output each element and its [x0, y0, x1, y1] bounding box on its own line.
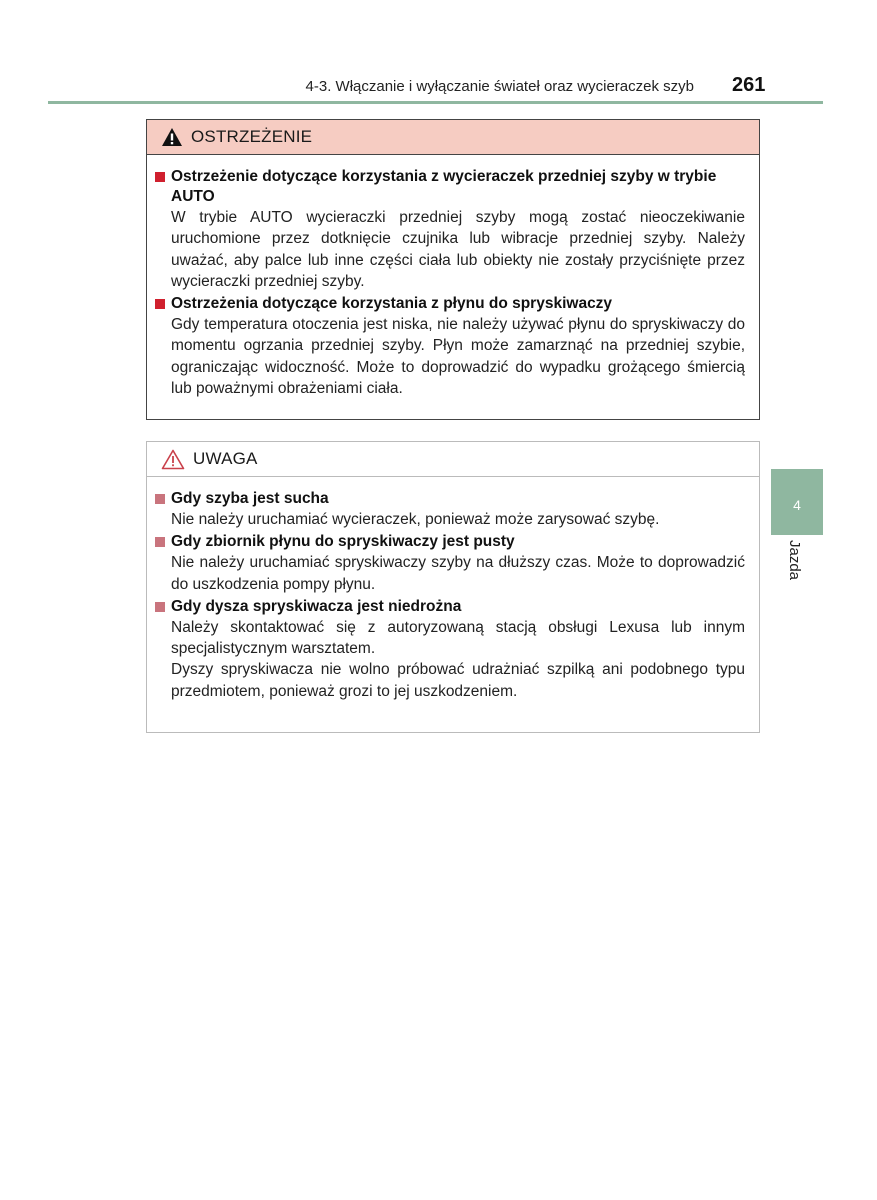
- square-bullet-icon: [155, 494, 165, 504]
- item-body: W trybie AUTO wycieraczki przedniej szyby mogą zostać nieoczekiwanie uruchomione przez dotknięcie czujnika lub wibracje przedniej szyby. Należy uważać, aby palce lub inne części ciała lub obiekty nie zostały przyciśnięte przez wycieraczki przedniej szyby.: [171, 209, 745, 290]
- item-body: Dyszy spryskiwacza nie wolno próbować udrażniać szpilką ani podobnego typu przedmiotem, ponieważ grozi to jej uszkodzeniem.: [171, 661, 745, 700]
- list-item: [155, 597, 745, 702]
- warning-triangle-icon: [161, 127, 183, 147]
- square-bullet-icon: [155, 602, 165, 612]
- page-header: [0, 0, 877, 106]
- square-bullet-icon: [155, 172, 165, 182]
- notice-box-heading: UWAGA: [193, 449, 258, 468]
- header-divider: [48, 101, 823, 104]
- caution-triangle-icon: [161, 449, 185, 470]
- list-item: [155, 532, 745, 595]
- warning-box: [146, 119, 760, 420]
- item-title: Ostrzeżenia dotyczące korzystania z płynu do spryskiwaczy: [171, 295, 613, 313]
- chapter-label: Jazda: [786, 540, 803, 581]
- chapter-number: 4: [793, 497, 801, 513]
- square-bullet-icon: [155, 537, 165, 547]
- item-body: Nie należy uruchamiać spryskiwaczy szyby na dłuższy czas. Może to doprowadzić do uszkodzenia pompy płynu.: [171, 554, 745, 593]
- item-body: Nie należy uruchamiać wycieraczek, ponieważ może zarysować szybę.: [171, 511, 660, 528]
- item-title: Ostrzeżenie dotyczące korzystania z wycieraczek przedniej szyby w trybie AUTO: [171, 168, 717, 205]
- warning-box-header: [147, 120, 759, 155]
- warning-box-heading: OSTRZEŻENIE: [191, 127, 313, 146]
- item-body: Gdy temperatura otoczenia jest niska, nie należy używać płynu do spryskiwaczy do momentu ogrzania przedniej szyby. Płyn może zamarznąć na przedniej szybie, ograniczając widoczność. Może to doprowadzić do wypadku grożącego śmiercią lub poważnymi obrażeniami ciała.: [171, 316, 745, 398]
- list-item: [155, 489, 745, 530]
- list-item: [155, 294, 745, 399]
- square-bullet-icon: [155, 299, 165, 309]
- item-title: Gdy dysza spryskiwacza jest niedrożna: [171, 597, 462, 615]
- page-number: 261: [732, 74, 766, 96]
- list-item: [155, 167, 745, 292]
- chapter-tab[interactable]: [771, 469, 823, 535]
- item-body: Należy skontaktować się z autoryzowaną stacją obsługi Lexusa lub innym specjalistycznym warsztatem.: [171, 618, 745, 658]
- item-title: Gdy zbiornik płynu do spryskiwaczy jest pusty: [171, 533, 515, 551]
- notice-box-header: [147, 442, 759, 477]
- notice-box: [146, 441, 760, 733]
- item-title: Gdy szyba jest sucha: [171, 490, 329, 507]
- section-title: 4-3. Włączanie i wyłączanie świateł oraz wycieraczek szyb: [305, 78, 694, 95]
